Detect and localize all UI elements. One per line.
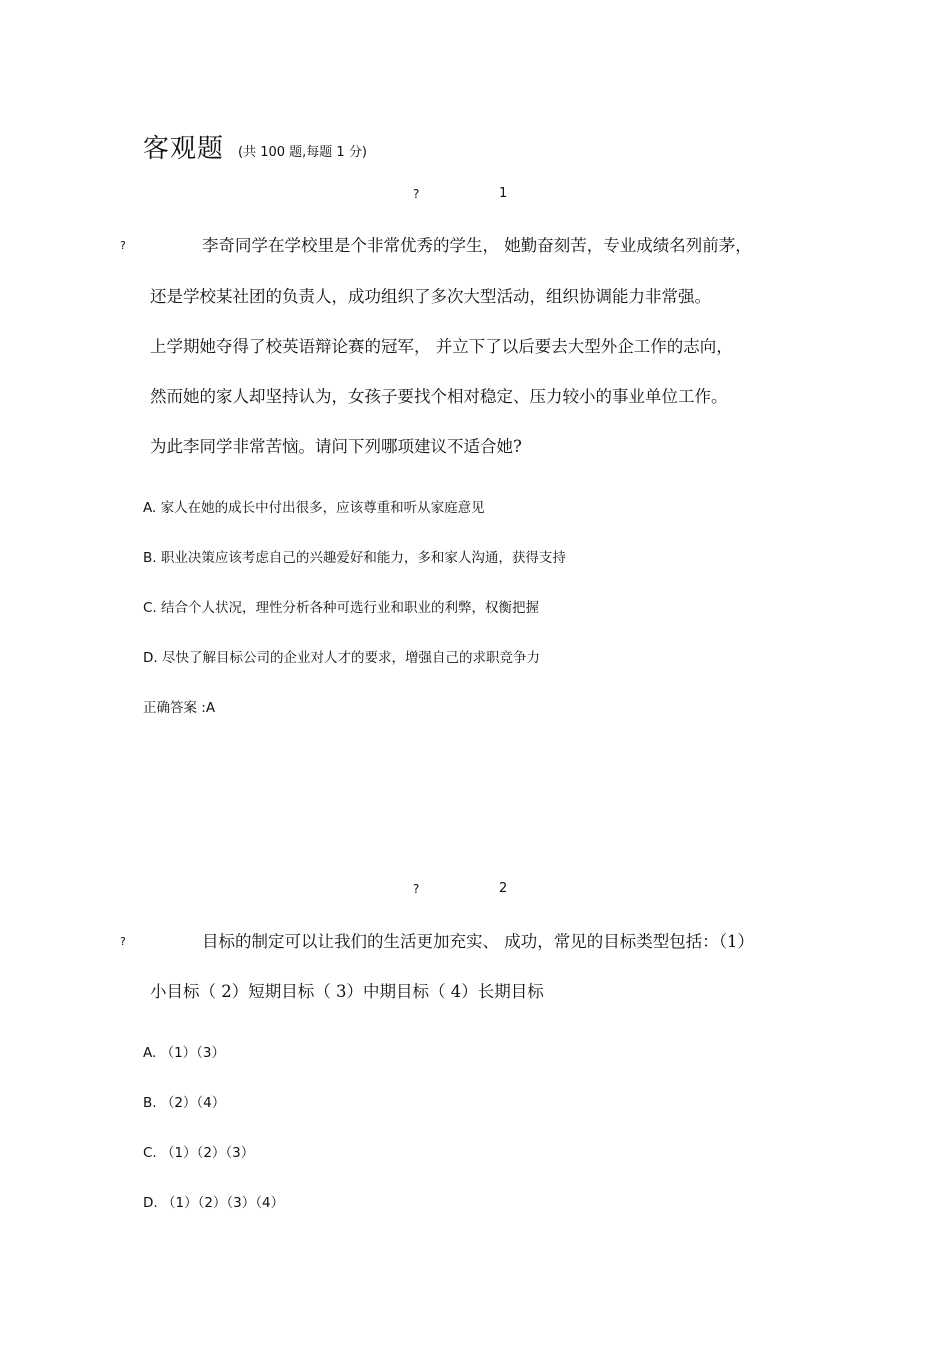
question-2-option-b: B. （2）（4）	[143, 1095, 226, 1111]
question-1-stem-line-1: 李奇同学在学校里是个非常优秀的学生， 她勤奋刻苦，专业成绩名列前茅，	[202, 236, 752, 255]
question-1-stem-line-4: 然而她的家人却坚持认为，女孩子要找个相对稳定、压力较小的事业单位工作。	[150, 387, 728, 406]
question-2-number: 2	[499, 881, 508, 896]
question-1-stem-line-5: 为此李同学非常苦恼。请问下列哪项建议不适合她?	[150, 437, 522, 456]
question-1-number: 1	[499, 186, 508, 201]
question-2-stem-line-2: 小目标（ 2）短期目标（ 3）中期目标（ 4）长期目标	[150, 982, 544, 1001]
section-note: (共 100 题,每题 1 分)	[238, 145, 367, 160]
question-1-mark: ?	[413, 187, 420, 201]
question-2-mark: ?	[413, 882, 420, 896]
question-1-option-b: B. 职业决策应该考虑自己的兴趣爱好和能力，多和家人沟通，获得支持	[143, 550, 566, 566]
question-2-option-d: D. （1）（2）（3）（4）	[143, 1195, 285, 1211]
question-2-bullet: ?	[120, 935, 126, 948]
question-2-option-c: C. （1）（2）（3）	[143, 1145, 255, 1161]
question-1-option-d: D. 尽快了解目标公司的企业对人才的要求，增强自己的求职竞争力	[143, 650, 540, 666]
section-title: 客观题	[143, 134, 225, 164]
question-2-stem-line-1: 目标的制定可以让我们的生活更加充实、 成功，常见的目标类型包括：（1）	[202, 932, 754, 951]
question-2-option-a: A. （1）（3）	[143, 1045, 226, 1061]
question-1-stem-line-3: 上学期她夺得了校英语辩论赛的冠军， 并立下了以后要去大型外企工作的志向，	[150, 337, 733, 356]
question-1-answer: 正确答案 :A	[143, 700, 216, 716]
question-1-bullet: ?	[120, 239, 126, 252]
question-1-stem-line-2: 还是学校某社团的负责人，成功组织了多次大型活动，组织协调能力非常强。	[150, 287, 711, 306]
question-1-option-a: A. 家人在她的成长中付出很多，应该尊重和听从家庭意见	[143, 500, 485, 516]
question-1-option-c: C. 结合个人状况，理性分析各种可选行业和职业的利弊，权衡把握	[143, 600, 540, 616]
